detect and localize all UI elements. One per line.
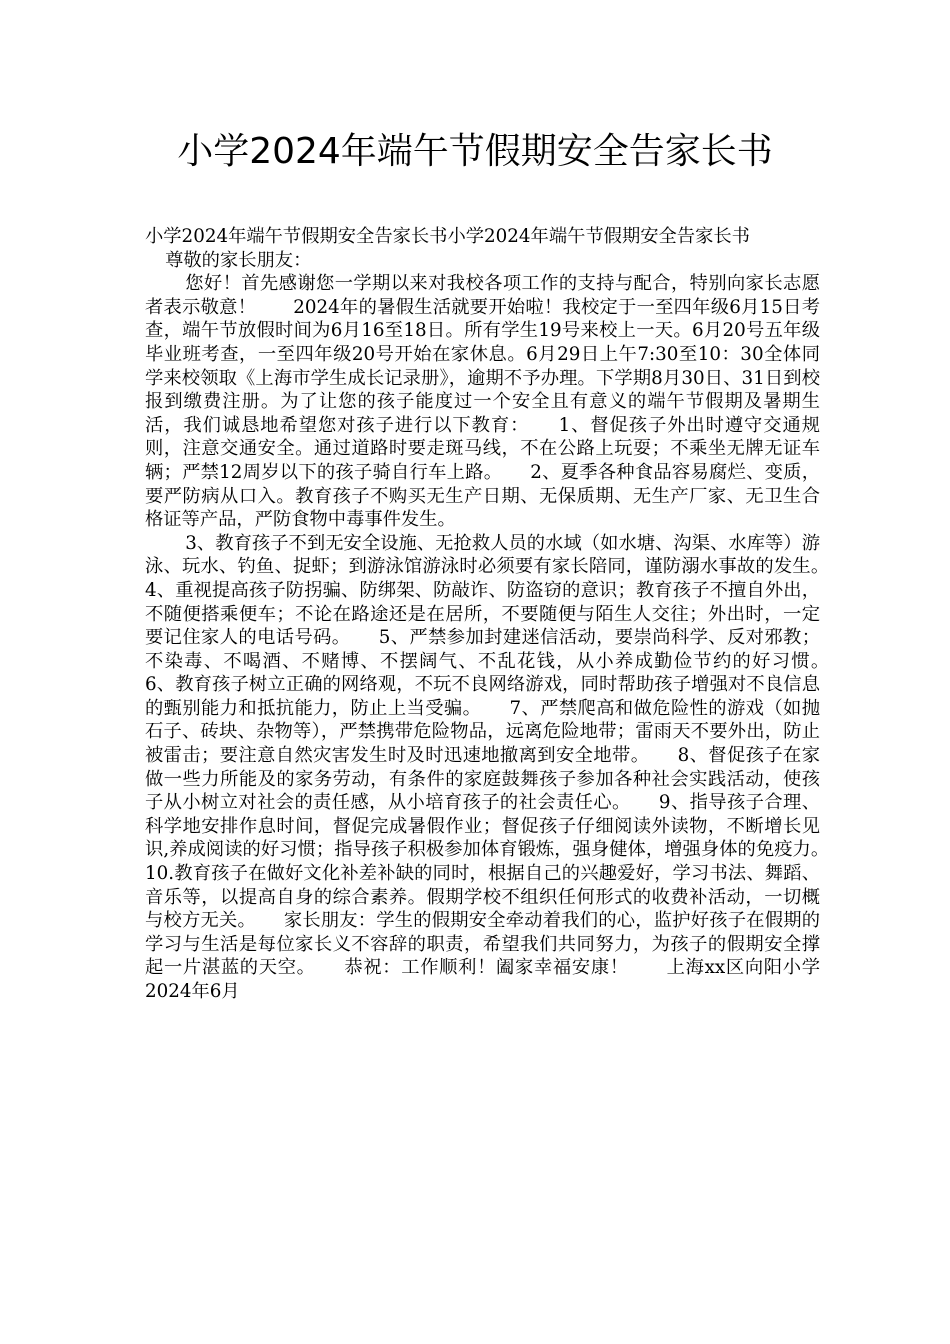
body-paragraph: 3、教育孩子不到无安全设施、无抢救人员的水域（如水塘、沟渠、水库等）游泳、玩水、钓鱼、捉虾；到游泳馆游泳时必须要有家长陪同，谨防溺水事故的发生。 4、重视提高孩子防拐骗、防绑架、防敲诈、防盗窃的意识；教育孩子不擅自外出，不随便搭乘便车；不论在路途还是在居所，不要随便与陌生人交往；外出时，一定要记住家人的电话号码。 5、严禁参加封建迷信活动，要崇尚科学、反对邪教；不染毒、不喝酒、不赌博、不摆阔气、不乱花钱，从小养成勤俭节约的好习惯。 6、教育孩子树立正确的网络观，不玩不良网络游戏，同时帮助孩子增强对不良信息的甄别能力和抵抗能力，防止上当受骗。 7、严禁爬高和做危险性的游戏（如抛石子、砖块、杂物等），严禁携带危险物品，远离危险地带；雷雨天不要外出，防止被雷击；要注意自然灾害发生时及时迅速地撤离到安全地带。 8、督促孩子在家做一些力所能及的家务劳动，有条件的家庭鼓舞孩子参加各种社会实践活动，使孩子从小树立对社会的责任感，从小培育孩子的社会责任心。 9、指导孩子合理、科学地安排作息时间，督促完成暑假作业；督促孩子仔细阅读外读物，不断增长见识,养成阅读的好习惯；指导孩子积极参加体育锻炼，强身健体，增强身体的免疫力。 10.教育孩子在做好文化补差补缺的同时，根据自己的兴趣爱好，学习书法、舞蹈、音乐等，以提高自身的综合素养。假期学校不组织任何形式的收费补活动，一切概与校方无关。 家长朋友：学生的假期安全牵动着我们的心，监护好孩子在假期的学习与生活是每位家长义不容辞的职责，希望我们共同努力，为孩子的假期安全撑起一片湛蓝的天空。 恭祝：工作顺利！阖家幸福安康！ 上海xx区向阳小学 2024年6月 <box>145 532 857 1002</box>
document-body <box>145 225 857 1004</box>
document-title: 小学2024年端午节假期安全告家长书 <box>177 131 773 172</box>
document-heading-line: 小学2024年端午节假期安全告家长书小学2024年端午节假期安全告家长书 <box>145 226 750 247</box>
body-paragraph: 您好！首先感谢您一学期以来对我校各项工作的支持与配合，特别向家长志愿者表示敬意！ 2024年的暑假生活就要开始啦！我校定于一至四年级6月15日考查，端午节放假时间为6月16至18日。所有学生19号来校上一天。6月20号五年级毕业班考查，一至四年级20号开始在家休息。6月29日上午7:30至10：30全体同学来校领取《上海市学生成长记录册》，逾期不予办理。下学期8月30日、31日到校报到缴费注册。为了让您的孩子能度过一个安全且有意义的端午节假期及暑期生活，我们诚恳地希望您对孩子进行以下教育： 1、督促孩子外出时遵守交通规则，注意交通安全。通过道路时要走斑马线，不在公路上玩耍；不乘坐无牌无证车辆；严禁12周岁以下的孩子骑自行车上路。 2、夏季各种食品容易腐烂、变质，要严防病从口入。教育孩子不购买无生产日期、无保质期、无生产厂家、无卫生合格证等产品，严防食物中毒事件发生。 <box>145 273 820 531</box>
salutation: 尊敬的家长朋友： <box>165 249 312 271</box>
